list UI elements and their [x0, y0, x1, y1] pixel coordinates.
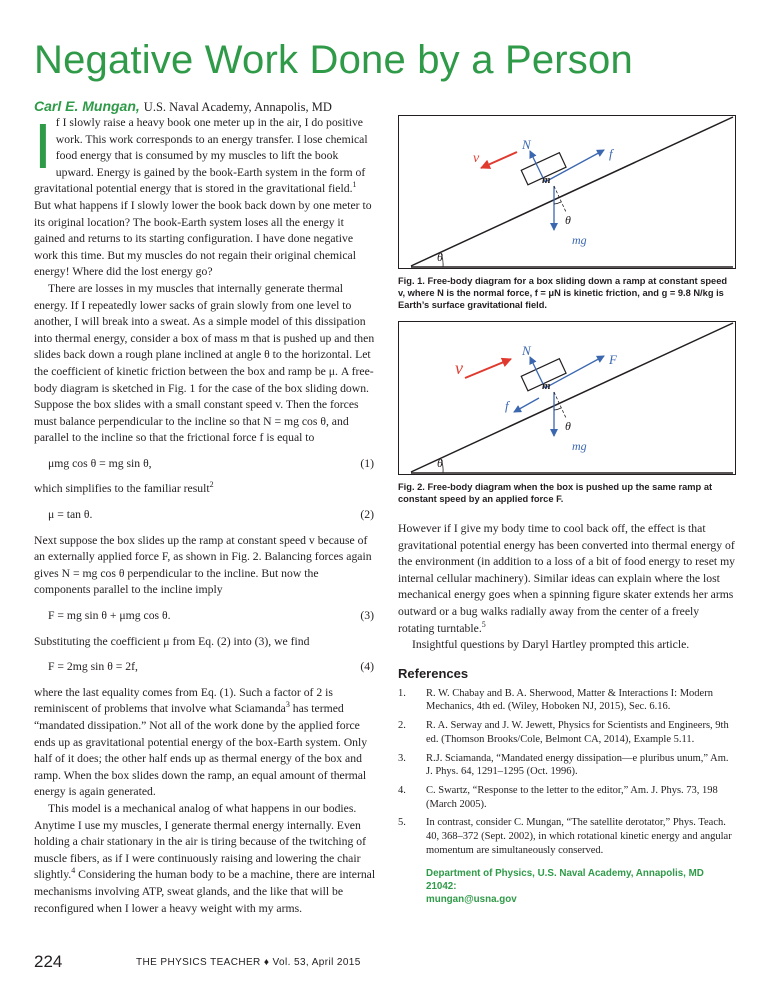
reference-text: R.J. Sciamanda, “Mandated energy dissipation—e pluribus unum,” Am. J. Phys. 64, 1291–1295 (Oct. 1996).	[426, 752, 729, 778]
equation-1-body: μmg cos θ = mg sin θ,	[48, 456, 152, 470]
equation-2	[48, 507, 376, 524]
label-theta-box: θ	[565, 419, 571, 433]
right-paragraph-1-text: However if I give my body time to cool back off, the effect is that gravitational potential energy has been converted into thermal energy of the environment (in addition to a loss of a bit of food energy to reset my internal cellular machinery). Similar ideas can explain where the lost mechanical energy goes when a spinning figure skater extends her arms outward or a bug walks radially away from the center of a freely rotating turntable.	[398, 522, 736, 635]
figure-2-diagram	[399, 322, 735, 474]
label-f: f	[505, 398, 509, 413]
ref-sup: 3	[285, 700, 290, 710]
right-paragraph-1	[398, 521, 736, 637]
page-footer	[34, 952, 754, 972]
paragraph-2: There are losses in my muscles that internally generate thermal energy. If I repeatedly lower sacks of grain slowly from one level to another, I will break into a sweat. As a simple model of this dissipation into thermal energy, consider a box of mass m that is pushed up and then slides back down a rough plane inclined at angle θ to the horizontal. Let the coefficient of kinetic friction between the box and ramp be μ. A free-body diagram is sketched in Fig. 1 for the case of the box sliding down. Suppose the box slides with a small constant speed v. Then the forces must balance perpendicular to the incline so that N = mg cos θ, and parallel to the incline so that the frictional force f is equal to	[34, 281, 375, 445]
label-theta-base: θ	[437, 456, 443, 470]
author-email[interactable]: mungan@usna.gov	[426, 894, 517, 906]
paragraph-5: Substituting the coefficient μ from Eq. (2) into (3), we find	[34, 634, 310, 648]
angle-arc-box	[554, 408, 561, 410]
paragraph-7	[34, 801, 376, 917]
equation-3-body: F = mg sin θ + μmg cos θ.	[48, 609, 171, 623]
reference-item	[398, 687, 736, 714]
right-column	[398, 115, 736, 906]
label-mg: mg	[572, 233, 587, 247]
reference-item	[398, 752, 736, 779]
figure-2-caption: Fig. 2. Free-body diagram when the box is pushed up the same ramp at constant speed by an applied force F.	[398, 482, 713, 504]
label-F: F	[609, 352, 617, 367]
equation-4-number: (4)	[360, 660, 374, 674]
right-paragraph-2: Insightful questions by Daryl Hartley prompted this article.	[412, 638, 690, 652]
equation-4-body: F = 2mg sin θ = 2f,	[48, 660, 138, 674]
velocity-arrow	[465, 359, 511, 378]
reference-number: 3.	[398, 752, 406, 764]
reference-number: 4.	[398, 784, 406, 796]
friction-arrow	[514, 398, 539, 412]
paragraph-6-text-b: has termed “mandated dissipation.” Not all of the work done by the applied force ends up as gravitational potential energy of the box-Earth system. Only half of it does; the other half ends up as thermal energy of the box and ramp. When the box slides down the ramp, an equal amount of thermal energy is again generated.	[34, 702, 368, 799]
paragraph-3-text: which simplifies to the familiar result	[34, 482, 210, 496]
label-m: m	[542, 174, 551, 186]
page-number: 224	[34, 952, 63, 971]
paragraph-7-text: This model is a mechanical analog of what happens in our bodies. Anytime I use my muscles, I generate thermal energy internally. Even holding a chair stationary in the air is tiring because of the twitching of muscle fibers, as if I were continuously raising and lowering the chair slightly.	[34, 801, 367, 882]
ref-sup: 5	[481, 619, 486, 629]
paragraph-1-text: f I slowly raise a heavy book one meter up in the air, I do positive work. This work corresponds to an energy transfer. I lose chemical food energy that is consumed by my muscles to lift the book upward. Energy is gained by the book-Earth system in the form of gravitational potential energy that is stored in the gravitational field.	[34, 116, 368, 196]
ref-sup: 2	[209, 480, 214, 490]
left-column	[34, 110, 376, 917]
label-v: v	[455, 358, 463, 378]
velocity-arrow	[481, 152, 517, 168]
reference-item	[398, 784, 736, 811]
label-theta-box: θ	[565, 213, 571, 227]
paragraph-1-text-b: But what happens if I slowly lower the book back down by one meter to its original location? The book-Earth system loses all the energy it gained and returns to its starting configuration. I have done negative work this time. But my muscles do not regain their original chemical energy! Where did the lost energy go?	[34, 198, 372, 279]
reference-number: 1.	[398, 687, 406, 699]
equation-2-body: μ = tan θ.	[48, 508, 93, 522]
equation-1-number: (1)	[360, 456, 374, 470]
reference-text: In contrast, consider C. Mungan, “The satellite derotator,” Phys. Teach. 40, 368–372 (Sept. 2002), in which rotational kinetic energy and angular momentum are simultaneously conserved.	[426, 817, 732, 856]
equation-4	[48, 659, 376, 676]
figure-1-caption: Fig. 1. Free-body diagram for a box sliding down a ramp at constant speed v, where N is the normal force, f = μN is kinetic friction, and g = 9.8 N/kg is Earth’s surface gravitational field.	[398, 276, 728, 310]
reference-text: R. A. Serway and J. W. Jewett, Physics for Scientists and Engineers, 9th ed. (Thomson Brooks/Cole, Belmont CA, 2014), Example 5.11.	[426, 720, 729, 745]
equation-3	[48, 608, 376, 625]
reference-number: 5.	[398, 817, 406, 829]
label-N: N	[522, 137, 531, 152]
paragraph-3	[34, 481, 376, 498]
figure-2	[398, 321, 736, 475]
paragraph-4: Next suppose the box slides up the ramp at constant speed v because of an externally applied force F, as shown in Fig. 2. Balancing forces again gives N = mg cos θ perpendicular to the incline. But now the components parallel to the incline imply	[34, 533, 372, 597]
equation-1	[48, 456, 376, 473]
label-m: m	[542, 380, 551, 392]
reference-text: R. W. Chabay and B. A. Sherwood, Matter & Interactions I: Modern Mechanics, 4th ed. (Wiley, Hoboken NJ, 2015), Sec. 6.16.	[426, 687, 713, 713]
drop-cap: I	[34, 110, 52, 182]
author-name: Carl E. Mungan,	[34, 98, 140, 114]
reference-text: C. Swartz, “Response to the letter to the editor,” Am. J. Phys. 73, 198 (March 2005).	[426, 784, 718, 810]
journal-line: THE PHYSICS TEACHER ♦ Vol. 53, April 2015	[136, 957, 361, 968]
reference-item	[398, 816, 736, 857]
figure-1	[398, 115, 736, 269]
label-N: N	[522, 343, 531, 358]
label-f: f	[609, 146, 613, 161]
angle-arc-box	[554, 202, 561, 204]
ref-sup: 4	[71, 866, 76, 876]
reference-number: 2.	[398, 720, 406, 732]
byline	[34, 98, 332, 116]
author-affiliation: U.S. Naval Academy, Annapolis, MD	[143, 100, 332, 114]
ref-sup: 1	[352, 180, 357, 190]
reference-list	[398, 687, 736, 858]
paragraph-1	[34, 110, 376, 281]
equation-2-number: (2)	[360, 508, 374, 522]
paragraph-6-text: where the last equality comes from Eq. (1). Such a factor of 2 is reminiscent of problems that involve what Sciamanda	[34, 685, 333, 716]
article-title: Negative Work Done by a Person	[34, 38, 633, 82]
references-heading: References	[398, 665, 469, 681]
label-mg: mg	[572, 439, 587, 453]
department-line: Department of Physics, U.S. Naval Academy, Annapolis, MD 21042:	[426, 868, 704, 893]
author-address	[426, 867, 736, 906]
figure-1-diagram	[399, 116, 735, 268]
label-theta-base: θ	[437, 250, 443, 264]
paragraph-6	[34, 685, 376, 801]
paragraph-7-text-b: Considering the human body to be a machine, there are internal mechanisms involving ATP, sweat glands, and the like that will be reconfigured when I lower a heavy weight with my arms.	[34, 868, 376, 915]
label-v: v	[473, 151, 480, 166]
reference-item	[398, 719, 736, 746]
equation-3-number: (3)	[360, 609, 374, 623]
